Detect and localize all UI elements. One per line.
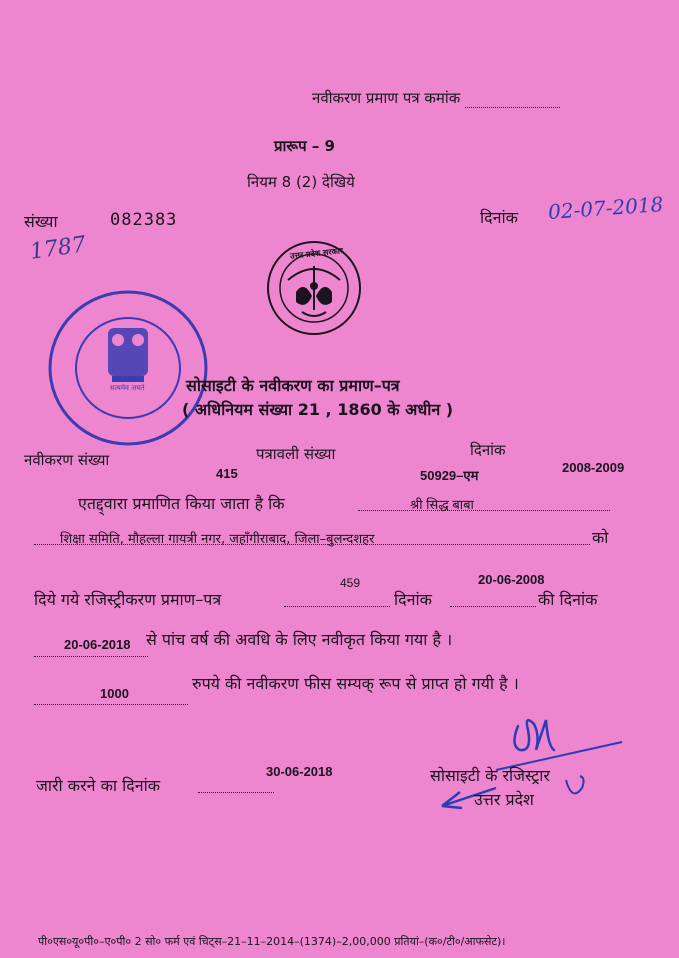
- fee-value: 1000: [100, 686, 129, 701]
- society-name-blank-1: [358, 494, 610, 511]
- certificate-number-line: [312, 88, 560, 108]
- registrar-title: सोसाइटी के रजिस्ट्रार: [430, 766, 550, 785]
- file-number-value: 50929–एम: [420, 468, 479, 483]
- registration-date-value: 2008-2009: [562, 460, 625, 475]
- serial-number: 082383: [110, 210, 178, 230]
- registrar-round-stamp: [46, 288, 210, 448]
- renewal-from-date: 20-06-2018: [64, 637, 131, 652]
- top-date-value: 02-07-2018: [547, 192, 665, 224]
- issue-date-label: जारी करने का दिनांक: [36, 776, 161, 795]
- print-footer: पी०एस०यू०पी०–ए०पी० 2 सो० फर्म एवं चिट्स–21–11–2014–(1374)–2,00,000 प्रतियां–(क०/टी०/आफसेट)।: [38, 935, 506, 948]
- given-text: दिये गये रजिस्ट्रीकरण प्रमाण–पत्र: [34, 590, 222, 609]
- rule-reference: नियम 8 (2) देखिये: [247, 173, 355, 191]
- fee-text: रुपये की नवीकरण फीस सम्यक् रूप से प्राप्त हो गयी है ।: [192, 674, 519, 693]
- certificate-number-blank: [465, 93, 560, 108]
- renewal-number-label: नवीकरण संख्या: [24, 451, 110, 469]
- stamp-motto: सत्यमेव जयते: [110, 384, 145, 392]
- reg-cert-blank: [284, 590, 390, 607]
- issue-date-value: 30-06-2018: [266, 764, 333, 779]
- ko-text: को: [592, 528, 609, 547]
- issue-date-blank: [198, 776, 274, 793]
- period-text: से पांच वर्ष की अवधि के लिए नवीकृत किया गया है ।: [146, 630, 453, 649]
- from-date-text: की दिनांक: [538, 590, 598, 609]
- certificate-act: ( अधिनियम संख्या 21 , 1860 के अधीन ): [182, 400, 454, 419]
- society-name-part2: शिक्षा समिति, मौहल्ला गायत्री नगर, जहाँगीराबाद, जिला–बुलन्दशहर: [60, 532, 375, 547]
- society-name-part1: श्री सिद्ध बाबा: [410, 497, 474, 512]
- certify-text: एतद्द्वारा प्रमाणित किया जाता है कि: [78, 494, 285, 513]
- certificate-number-label: नवीकरण प्रमाण पत्र कमांक: [312, 89, 461, 107]
- top-date-label: दिनांक: [480, 208, 518, 227]
- registration-date-label: दिनांक: [470, 441, 506, 459]
- renewal-number-value: 415: [216, 466, 238, 481]
- registrar-state: उत्तर प्रदेश: [474, 790, 534, 809]
- reg-date-blank: [450, 590, 536, 607]
- certificate-title: सोसाइटी के नवीकरण का प्रमाण–पत्र: [186, 376, 400, 395]
- reg-date-value: 20-06-2008: [478, 572, 545, 587]
- reg-cert-number: 459: [340, 576, 361, 590]
- up-seal-text: उत्तर प्रदेश सरकार: [289, 246, 344, 261]
- file-number-label: पत्रावली संख्या: [256, 445, 336, 463]
- form-number: प्रारूप – 9: [274, 137, 335, 155]
- serial-label: संख्या: [24, 212, 58, 231]
- handwritten-serial: 1787: [28, 232, 88, 265]
- reg-date-label: दिनांक: [394, 590, 432, 609]
